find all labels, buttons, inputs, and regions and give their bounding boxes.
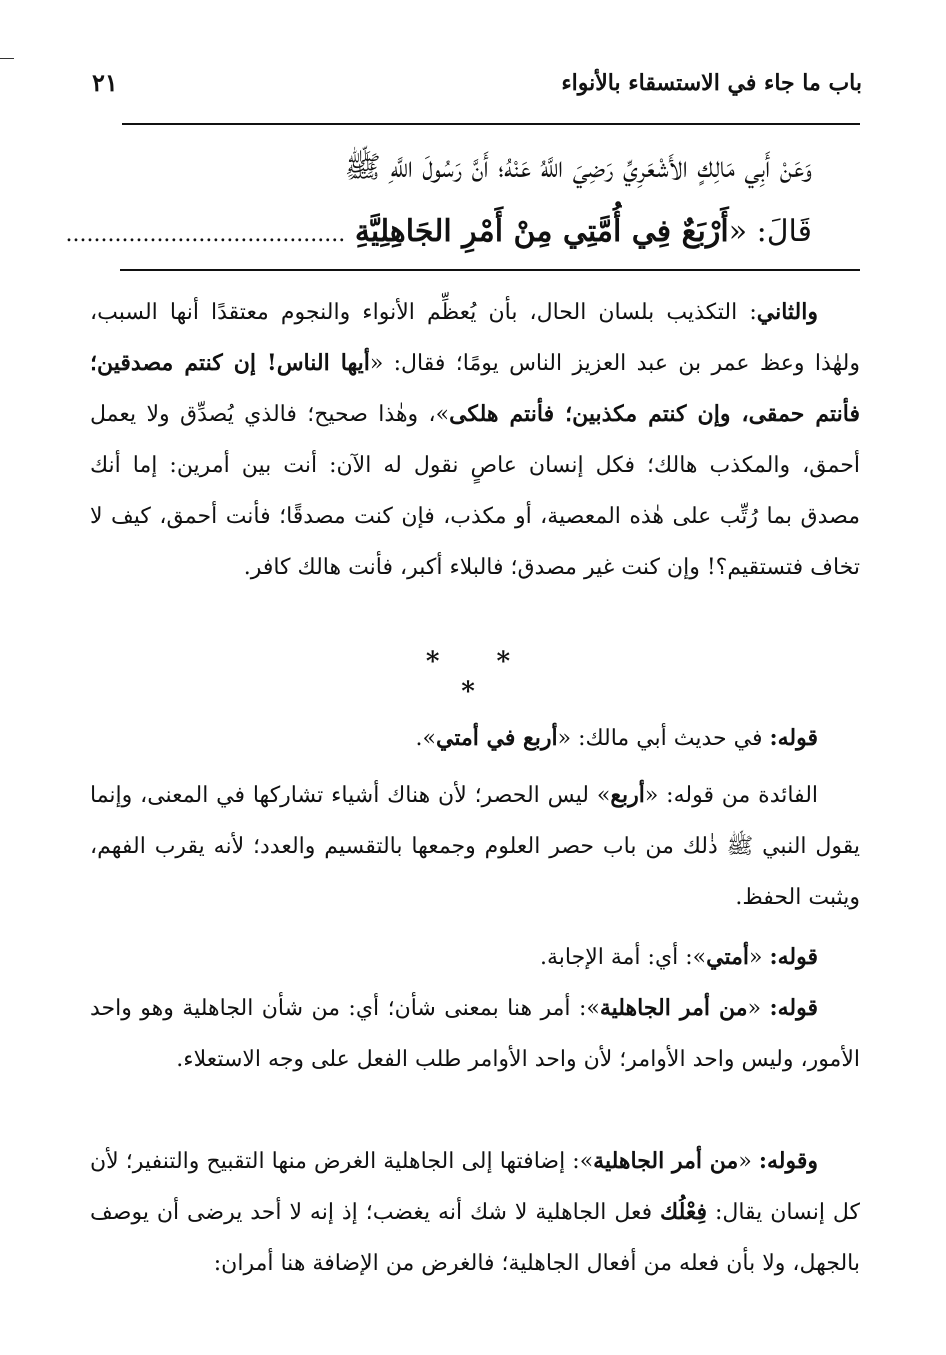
word-bold: فِعْلُك [660,1199,708,1225]
paragraph-idafa [90,1136,860,1289]
paragraph-text: »: أمر هنا بمعنى شأن؛ أي: من شأن الجاهلية وهو واحد الأمور، وليس واحد الأوامر؛ لأن واحد الأوامر طلب الفعل على وجه الاستعلاء. [90,996,860,1072]
paragraph-lead: وقوله: [758,1148,818,1174]
paragraph-text: »: أي: أمة الإجابة. [539,945,707,970]
paragraph-ummati [90,932,860,983]
hadith-rule [120,269,860,271]
paragraph-text: »، وهٰذا صحيح؛ فالذي يُصدِّق ولا يعمل أحمق، والمكذب هالك؛ فكل إنسان عاصٍ نقول له الآن: أنت بين أمرين: إما أنك مصدق بما رُتِّب على هٰذه المعصية، أو مكذب، فإن كنت مصدقًا؛ فأنت أحمق، كيف لا تخاف فتستقيم؟! وإن كنت غير مصدق؛ فالبلاء أكبر، فأنت هالك كافر. [90,402,860,580]
paragraph-text: الفائدة من قوله: « [644,783,819,808]
paragraph-lead: قوله: [769,995,818,1021]
paragraph-text: فعل الجاهلية لا شك أنه يغضب؛ إذ إنه لا أحد يرضى أن يوصف بالجهل، ولا بأن فعله من أفعال الجاهلية؛ فالغرض من الإضافة هنا أمران: [90,1200,860,1276]
paragraph-text: » ليس الحصر؛ لأن هناك أشياء تشاركها في المعنى، وإنما يقول النبي ﷺ ذٰلك من باب حصر العلوم وجمعها بالتقسيم والعدد؛ لأنه يقرب الفهم، ويثبت الحفظ. [90,783,860,910]
paragraph-text: »: إضافتها إلى الجاهلية الغرض منها التقبيح والتنفير؛ لأن كل إنسان يقال: [90,1149,860,1225]
hadith-line-2 [65,200,812,267]
section-separator: * * * [425,647,535,707]
paragraph-text: « [738,1149,759,1174]
paragraph-text: ». [415,726,436,751]
paragraph-amr-jahiliyya [90,983,860,1085]
hadith-prefix: قَالَ: « [728,214,812,249]
quote-bold: من أمر الجاهلية [599,995,748,1021]
quote-bold: أيها الناس! إن كنتم مصدقين؛ فأنتم حمقى، وإن كنتم مكذبين؛ فأنتم هلكى [90,350,860,427]
paragraph-faida [90,770,860,923]
hadith-dots: ........................................ [65,222,346,247]
chapter-title: باب ما جاء في الاستسقاء بالأنواء [561,70,862,96]
hadith-line-1: وَعَنْ أَبِي مَالِكٍ الأَشْعَرِيِّ رَضِيَ اللَّهُ عَنْهُ؛ أَنَّ رَسُولَ اللَّهِ ﷺ [344,150,812,185]
hadith-bold-quote: أَرْبَعٌ فِي أُمَّتِي مِنْ أَمْرِ الجَاهِلِيَّةِ [354,214,729,249]
quote-bold: أربع [610,782,645,808]
paragraph-text: في حديث أبي مالك: « [557,726,770,751]
hadith-text [65,136,812,267]
paragraph-lead: والثاني [756,299,818,325]
paragraph-second [90,287,860,593]
paragraph-text: « [749,945,770,970]
quote-bold: أمتي [706,944,750,970]
paragraph-text: « [747,996,770,1021]
quote-bold: أربع في أمتي [435,725,558,751]
header-rule [122,123,860,125]
page-header [92,64,862,108]
scan-mark [0,58,14,59]
paragraph-qawluhu-arba [90,713,860,764]
paragraph-lead: قوله: [769,944,818,970]
paragraph-text: : التكذيب بلسان الحال، بأن يُعظِّم الأنواء والنجوم معتقدًا أنها السبب، ولهٰذا وعظ عمر بن عبد العزيز الناس يومًا؛ فقال: « [90,300,861,376]
page-number: ٢١ [92,68,118,97]
paragraph-lead: قوله: [769,725,818,751]
quote-bold: من أمر الجاهلية [593,1148,739,1174]
